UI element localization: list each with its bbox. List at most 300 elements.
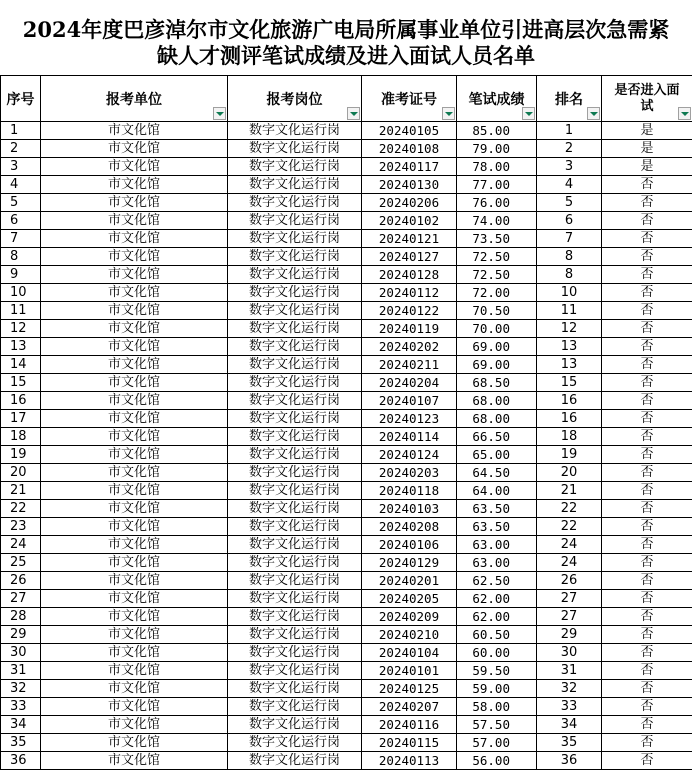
- cell-score[interactable]: 60.50: [457, 626, 537, 644]
- cell-ticket-number[interactable]: 20240127: [362, 248, 457, 266]
- cell-interview[interactable]: 否: [602, 518, 692, 536]
- cell-unit[interactable]: 市文化馆: [41, 626, 228, 644]
- cell-score[interactable]: 58.00: [457, 698, 537, 716]
- table-row: [1, 230, 692, 248]
- col-header-index: 序号: [1, 76, 41, 122]
- cell-score[interactable]: 63.50: [457, 500, 537, 518]
- cell-unit[interactable]: 市文化馆: [41, 266, 228, 284]
- cell-unit[interactable]: 市文化馆: [41, 374, 228, 392]
- cell-score[interactable]: 68.50: [457, 374, 537, 392]
- table-row: [1, 626, 692, 644]
- cell-post[interactable]: 数字文化运行岗: [228, 680, 362, 698]
- cell-score[interactable]: 63.00: [457, 554, 537, 572]
- cell-unit[interactable]: 市文化馆: [41, 176, 228, 194]
- cell-post[interactable]: 数字文化运行岗: [228, 158, 362, 176]
- cell-rank[interactable]: 31: [537, 662, 602, 680]
- cell-index[interactable]: 35: [1, 734, 41, 752]
- cell-ticket-number[interactable]: 20240102: [362, 212, 457, 230]
- cell-post[interactable]: 数字文化运行岗: [228, 212, 362, 230]
- cell-unit[interactable]: 市文化馆: [41, 230, 228, 248]
- cell-post[interactable]: 数字文化运行岗: [228, 338, 362, 356]
- cell-index[interactable]: 24: [1, 536, 41, 554]
- col-header-interview: 是否进入面试: [602, 76, 692, 122]
- table-row: [1, 302, 692, 320]
- cell-index[interactable]: 28: [1, 608, 41, 626]
- cell-score[interactable]: 69.00: [457, 356, 537, 374]
- filter-dropdown-icon[interactable]: [442, 107, 455, 120]
- cell-index[interactable]: 16: [1, 392, 41, 410]
- table-row: [1, 518, 692, 536]
- cell-post[interactable]: 数字文化运行岗: [228, 320, 362, 338]
- cell-interview[interactable]: 否: [602, 536, 692, 554]
- cell-ticket-number[interactable]: 20240118: [362, 482, 457, 500]
- cell-post[interactable]: 数字文化运行岗: [228, 410, 362, 428]
- cell-score[interactable]: 70.50: [457, 302, 537, 320]
- cell-ticket-number[interactable]: 20240123: [362, 410, 457, 428]
- cell-ticket-number[interactable]: 20240130: [362, 176, 457, 194]
- cell-unit[interactable]: 市文化馆: [41, 716, 228, 734]
- table-row: [1, 644, 692, 662]
- cell-rank[interactable]: 33: [537, 698, 602, 716]
- cell-interview[interactable]: 否: [602, 554, 692, 572]
- cell-ticket-number[interactable]: 20240101: [362, 662, 457, 680]
- cell-ticket-number[interactable]: 20240112: [362, 284, 457, 302]
- header-row: [1, 76, 692, 122]
- cell-ticket-number[interactable]: 20240210: [362, 626, 457, 644]
- cell-ticket-number[interactable]: 20240117: [362, 158, 457, 176]
- cell-ticket-number[interactable]: 20240207: [362, 698, 457, 716]
- cell-index[interactable]: 25: [1, 554, 41, 572]
- table-row: [1, 482, 692, 500]
- cell-ticket-number[interactable]: 20240107: [362, 392, 457, 410]
- cell-rank[interactable]: 22: [537, 500, 602, 518]
- cell-score[interactable]: 63.00: [457, 536, 537, 554]
- cell-index[interactable]: 11: [1, 302, 41, 320]
- table-row: [1, 698, 692, 716]
- cell-interview[interactable]: 否: [602, 698, 692, 716]
- cell-index[interactable]: 30: [1, 644, 41, 662]
- table-row: [1, 212, 692, 230]
- cell-post[interactable]: 数字文化运行岗: [228, 284, 362, 302]
- cell-score[interactable]: 64.00: [457, 482, 537, 500]
- cell-score[interactable]: 72.50: [457, 266, 537, 284]
- cell-unit[interactable]: 市文化馆: [41, 572, 228, 590]
- cell-post[interactable]: 数字文化运行岗: [228, 122, 362, 140]
- cell-rank[interactable]: 5: [537, 194, 602, 212]
- cell-rank[interactable]: 32: [537, 680, 602, 698]
- cell-interview[interactable]: 否: [602, 446, 692, 464]
- cell-ticket-number[interactable]: 20240115: [362, 734, 457, 752]
- cell-unit[interactable]: 市文化馆: [41, 428, 228, 446]
- cell-index[interactable]: 32: [1, 680, 41, 698]
- cell-rank[interactable]: 35: [537, 734, 602, 752]
- filter-dropdown-icon[interactable]: [678, 107, 691, 120]
- cell-interview[interactable]: 否: [602, 680, 692, 698]
- cell-index[interactable]: 6: [1, 212, 41, 230]
- cell-ticket-number[interactable]: 20240122: [362, 302, 457, 320]
- cell-index[interactable]: 13: [1, 338, 41, 356]
- cell-interview[interactable]: 否: [602, 248, 692, 266]
- table-row: [1, 680, 692, 698]
- cell-unit[interactable]: 市文化馆: [41, 356, 228, 374]
- cell-index[interactable]: 18: [1, 428, 41, 446]
- cell-score[interactable]: 57.50: [457, 716, 537, 734]
- table-row: [1, 140, 692, 158]
- cell-score[interactable]: 65.00: [457, 446, 537, 464]
- cell-interview[interactable]: 否: [602, 266, 692, 284]
- table-body: [1, 122, 692, 770]
- cell-interview[interactable]: 否: [602, 608, 692, 626]
- cell-index[interactable]: 1: [1, 122, 41, 140]
- cell-score[interactable]: 73.50: [457, 230, 537, 248]
- cell-post[interactable]: 数字文化运行岗: [228, 482, 362, 500]
- cell-ticket-number[interactable]: 20240106: [362, 536, 457, 554]
- cell-post[interactable]: 数字文化运行岗: [228, 266, 362, 284]
- table-row: [1, 572, 692, 590]
- cell-ticket-number[interactable]: 20240114: [362, 428, 457, 446]
- cell-rank[interactable]: 12: [537, 320, 602, 338]
- cell-rank[interactable]: 7: [537, 230, 602, 248]
- cell-score[interactable]: 57.00: [457, 734, 537, 752]
- cell-rank[interactable]: 24: [537, 536, 602, 554]
- cell-post[interactable]: 数字文化运行岗: [228, 500, 362, 518]
- cell-post[interactable]: 数字文化运行岗: [228, 356, 362, 374]
- cell-rank[interactable]: 27: [537, 608, 602, 626]
- cell-unit[interactable]: 市文化馆: [41, 158, 228, 176]
- table-row: [1, 284, 692, 302]
- cell-ticket-number[interactable]: 20240119: [362, 320, 457, 338]
- cell-ticket-number[interactable]: 20240205: [362, 590, 457, 608]
- cell-interview[interactable]: 否: [602, 284, 692, 302]
- cell-index[interactable]: 12: [1, 320, 41, 338]
- cell-rank[interactable]: 21: [537, 482, 602, 500]
- cell-rank[interactable]: 29: [537, 626, 602, 644]
- cell-unit[interactable]: 市文化馆: [41, 554, 228, 572]
- cell-index[interactable]: 17: [1, 410, 41, 428]
- cell-index[interactable]: 31: [1, 662, 41, 680]
- filter-dropdown-icon[interactable]: [587, 107, 600, 120]
- cell-interview[interactable]: 否: [602, 320, 692, 338]
- cell-ticket-number[interactable]: 20240125: [362, 680, 457, 698]
- cell-ticket-number[interactable]: 20240108: [362, 140, 457, 158]
- cell-unit[interactable]: 市文化馆: [41, 212, 228, 230]
- cell-index[interactable]: 36: [1, 752, 41, 770]
- cell-ticket-number[interactable]: 20240128: [362, 266, 457, 284]
- cell-index[interactable]: 21: [1, 482, 41, 500]
- cell-post[interactable]: 数字文化运行岗: [228, 392, 362, 410]
- cell-index[interactable]: 33: [1, 698, 41, 716]
- table-row: [1, 428, 692, 446]
- cell-index[interactable]: 15: [1, 374, 41, 392]
- cell-ticket-number[interactable]: 20240202: [362, 338, 457, 356]
- cell-rank[interactable]: 15: [537, 374, 602, 392]
- cell-unit[interactable]: 市文化馆: [41, 752, 228, 770]
- cell-rank[interactable]: 13: [537, 356, 602, 374]
- cell-ticket-number[interactable]: 20240124: [362, 446, 457, 464]
- cell-index[interactable]: 8: [1, 248, 41, 266]
- cell-unit[interactable]: 市文化馆: [41, 536, 228, 554]
- cell-rank[interactable]: 26: [537, 572, 602, 590]
- cell-unit[interactable]: 市文化馆: [41, 734, 228, 752]
- cell-post[interactable]: 数字文化运行岗: [228, 446, 362, 464]
- cell-interview[interactable]: 否: [602, 410, 692, 428]
- cell-unit[interactable]: 市文化馆: [41, 482, 228, 500]
- cell-interview[interactable]: 否: [602, 500, 692, 518]
- cell-ticket-number[interactable]: 20240208: [362, 518, 457, 536]
- cell-unit[interactable]: 市文化馆: [41, 662, 228, 680]
- table-row: [1, 536, 692, 554]
- cell-score[interactable]: 56.00: [457, 752, 537, 770]
- cell-ticket-number[interactable]: 20240211: [362, 356, 457, 374]
- cell-unit[interactable]: 市文化馆: [41, 644, 228, 662]
- cell-score[interactable]: 66.50: [457, 428, 537, 446]
- cell-rank[interactable]: 34: [537, 716, 602, 734]
- filter-dropdown-icon[interactable]: [522, 107, 535, 120]
- table-row: [1, 338, 692, 356]
- cell-interview[interactable]: 否: [602, 662, 692, 680]
- cell-post[interactable]: 数字文化运行岗: [228, 248, 362, 266]
- cell-rank[interactable]: 20: [537, 464, 602, 482]
- cell-unit[interactable]: 市文化馆: [41, 122, 228, 140]
- cell-unit[interactable]: 市文化馆: [41, 680, 228, 698]
- cell-ticket-number[interactable]: 20240201: [362, 572, 457, 590]
- cell-score[interactable]: 62.50: [457, 572, 537, 590]
- cell-ticket-number[interactable]: 20240103: [362, 500, 457, 518]
- cell-interview[interactable]: 是: [602, 140, 692, 158]
- cell-interview[interactable]: 否: [602, 176, 692, 194]
- table-row: [1, 752, 692, 770]
- cell-rank[interactable]: 13: [537, 338, 602, 356]
- cell-score[interactable]: 68.00: [457, 392, 537, 410]
- cell-score[interactable]: 59.00: [457, 680, 537, 698]
- table-row: [1, 410, 692, 428]
- cell-interview[interactable]: 否: [602, 644, 692, 662]
- cell-score[interactable]: 60.00: [457, 644, 537, 662]
- table-row: [1, 374, 692, 392]
- cell-score[interactable]: 72.50: [457, 248, 537, 266]
- cell-interview[interactable]: 否: [602, 626, 692, 644]
- results-table: [0, 75, 692, 770]
- cell-ticket-number[interactable]: 20240206: [362, 194, 457, 212]
- cell-index[interactable]: 9: [1, 266, 41, 284]
- cell-post[interactable]: 数字文化运行岗: [228, 518, 362, 536]
- cell-unit[interactable]: 市文化馆: [41, 338, 228, 356]
- cell-score[interactable]: 59.50: [457, 662, 537, 680]
- page-title-line-1: 2024年度巴彦淖尔市文化旅游广电局所属事业单位引进高层次急需紧: [0, 14, 692, 44]
- cell-post[interactable]: 数字文化运行岗: [228, 644, 362, 662]
- cell-rank[interactable]: 19: [537, 446, 602, 464]
- cell-ticket-number[interactable]: 20240105: [362, 122, 457, 140]
- cell-rank[interactable]: 3: [537, 158, 602, 176]
- table-row: [1, 590, 692, 608]
- cell-index[interactable]: 26: [1, 572, 41, 590]
- cell-score[interactable]: 76.00: [457, 194, 537, 212]
- cell-post[interactable]: 数字文化运行岗: [228, 464, 362, 482]
- cell-index[interactable]: 22: [1, 500, 41, 518]
- cell-interview[interactable]: 否: [602, 374, 692, 392]
- cell-index[interactable]: 10: [1, 284, 41, 302]
- cell-interview[interactable]: 否: [602, 428, 692, 446]
- cell-score[interactable]: 72.00: [457, 284, 537, 302]
- cell-post[interactable]: 数字文化运行岗: [228, 662, 362, 680]
- cell-post[interactable]: 数字文化运行岗: [228, 230, 362, 248]
- table-row: [1, 662, 692, 680]
- cell-interview[interactable]: 否: [602, 338, 692, 356]
- cell-unit[interactable]: 市文化馆: [41, 500, 228, 518]
- cell-post[interactable]: 数字文化运行岗: [228, 572, 362, 590]
- cell-score[interactable]: 77.00: [457, 176, 537, 194]
- table-row: [1, 608, 692, 626]
- cell-rank[interactable]: 8: [537, 248, 602, 266]
- cell-ticket-number[interactable]: 20240204: [362, 374, 457, 392]
- cell-rank[interactable]: 24: [537, 554, 602, 572]
- cell-post[interactable]: 数字文化运行岗: [228, 176, 362, 194]
- table-row: [1, 392, 692, 410]
- cell-rank[interactable]: 27: [537, 590, 602, 608]
- cell-unit[interactable]: 市文化馆: [41, 446, 228, 464]
- cell-interview[interactable]: 否: [602, 302, 692, 320]
- cell-unit[interactable]: 市文化馆: [41, 248, 228, 266]
- cell-ticket-number[interactable]: 20240116: [362, 716, 457, 734]
- table-row: [1, 320, 692, 338]
- cell-interview[interactable]: 是: [602, 122, 692, 140]
- cell-interview[interactable]: 否: [602, 590, 692, 608]
- cell-post[interactable]: 数字文化运行岗: [228, 194, 362, 212]
- cell-rank[interactable]: 30: [537, 644, 602, 662]
- table-row: [1, 248, 692, 266]
- cell-index[interactable]: 4: [1, 176, 41, 194]
- cell-rank[interactable]: 1: [537, 122, 602, 140]
- cell-rank[interactable]: 16: [537, 410, 602, 428]
- cell-interview[interactable]: 否: [602, 230, 692, 248]
- cell-unit[interactable]: 市文化馆: [41, 392, 228, 410]
- cell-unit[interactable]: 市文化馆: [41, 518, 228, 536]
- cell-unit[interactable]: 市文化馆: [41, 410, 228, 428]
- col-header-post: 报考岗位: [228, 76, 362, 122]
- cell-score[interactable]: 79.00: [457, 140, 537, 158]
- cell-post[interactable]: 数字文化运行岗: [228, 140, 362, 158]
- cell-post[interactable]: 数字文化运行岗: [228, 374, 362, 392]
- cell-interview[interactable]: 否: [602, 464, 692, 482]
- table-row: [1, 446, 692, 464]
- cell-rank[interactable]: 2: [537, 140, 602, 158]
- cell-interview[interactable]: 否: [602, 734, 692, 752]
- cell-interview[interactable]: 否: [602, 356, 692, 374]
- cell-rank[interactable]: 18: [537, 428, 602, 446]
- cell-score[interactable]: 62.00: [457, 590, 537, 608]
- table-row: [1, 158, 692, 176]
- cell-rank[interactable]: 4: [537, 176, 602, 194]
- cell-post[interactable]: 数字文化运行岗: [228, 428, 362, 446]
- cell-unit[interactable]: 市文化馆: [41, 464, 228, 482]
- cell-unit[interactable]: 市文化馆: [41, 590, 228, 608]
- cell-post[interactable]: 数字文化运行岗: [228, 716, 362, 734]
- cell-post[interactable]: 数字文化运行岗: [228, 302, 362, 320]
- page-title-line-2: 缺人才测评笔试成绩及进入面试人员名单: [0, 40, 692, 70]
- cell-rank[interactable]: 22: [537, 518, 602, 536]
- filter-dropdown-icon[interactable]: [347, 107, 360, 120]
- cell-ticket-number[interactable]: 20240209: [362, 608, 457, 626]
- cell-unit[interactable]: 市文化馆: [41, 194, 228, 212]
- cell-index[interactable]: 19: [1, 446, 41, 464]
- cell-index[interactable]: 23: [1, 518, 41, 536]
- cell-post[interactable]: 数字文化运行岗: [228, 698, 362, 716]
- cell-unit[interactable]: 市文化馆: [41, 284, 228, 302]
- cell-interview[interactable]: 否: [602, 482, 692, 500]
- cell-index[interactable]: 29: [1, 626, 41, 644]
- cell-index[interactable]: 27: [1, 590, 41, 608]
- cell-rank[interactable]: 8: [537, 266, 602, 284]
- cell-ticket-number[interactable]: 20240203: [362, 464, 457, 482]
- table-row: [1, 356, 692, 374]
- cell-interview[interactable]: 否: [602, 572, 692, 590]
- cell-score[interactable]: 69.00: [457, 338, 537, 356]
- cell-index[interactable]: 3: [1, 158, 41, 176]
- cell-ticket-number[interactable]: 20240129: [362, 554, 457, 572]
- cell-index[interactable]: 14: [1, 356, 41, 374]
- cell-post[interactable]: 数字文化运行岗: [228, 608, 362, 626]
- cell-score[interactable]: 74.00: [457, 212, 537, 230]
- cell-index[interactable]: 20: [1, 464, 41, 482]
- cell-interview[interactable]: 是: [602, 158, 692, 176]
- cell-ticket-number[interactable]: 20240113: [362, 752, 457, 770]
- table-row: [1, 716, 692, 734]
- cell-post[interactable]: 数字文化运行岗: [228, 734, 362, 752]
- cell-rank[interactable]: 16: [537, 392, 602, 410]
- cell-post[interactable]: 数字文化运行岗: [228, 626, 362, 644]
- cell-unit[interactable]: 市文化馆: [41, 320, 228, 338]
- cell-rank[interactable]: 11: [537, 302, 602, 320]
- cell-interview[interactable]: 否: [602, 716, 692, 734]
- cell-unit[interactable]: 市文化馆: [41, 302, 228, 320]
- col-header-rank: 排名: [537, 76, 602, 122]
- cell-score[interactable]: 68.00: [457, 410, 537, 428]
- cell-score[interactable]: 70.00: [457, 320, 537, 338]
- cell-index[interactable]: 7: [1, 230, 41, 248]
- filter-dropdown-icon[interactable]: [213, 107, 226, 120]
- cell-interview[interactable]: 否: [602, 392, 692, 410]
- cell-interview[interactable]: 否: [602, 194, 692, 212]
- cell-ticket-number[interactable]: 20240104: [362, 644, 457, 662]
- cell-score[interactable]: 78.00: [457, 158, 537, 176]
- cell-post[interactable]: 数字文化运行岗: [228, 752, 362, 770]
- cell-unit[interactable]: 市文化馆: [41, 608, 228, 626]
- table-row: [1, 122, 692, 140]
- cell-index[interactable]: 5: [1, 194, 41, 212]
- table-row: [1, 500, 692, 518]
- cell-score[interactable]: 63.50: [457, 518, 537, 536]
- cell-interview[interactable]: 否: [602, 212, 692, 230]
- cell-index[interactable]: 2: [1, 140, 41, 158]
- cell-rank[interactable]: 10: [537, 284, 602, 302]
- cell-interview[interactable]: 否: [602, 752, 692, 770]
- cell-unit[interactable]: 市文化馆: [41, 140, 228, 158]
- cell-score[interactable]: 62.00: [457, 608, 537, 626]
- cell-post[interactable]: 数字文化运行岗: [228, 590, 362, 608]
- cell-ticket-number[interactable]: 20240121: [362, 230, 457, 248]
- col-header-ticket: 准考证号: [362, 76, 457, 122]
- table-row: [1, 734, 692, 752]
- col-header-score: 笔试成绩: [457, 76, 537, 122]
- cell-post[interactable]: 数字文化运行岗: [228, 536, 362, 554]
- cell-score[interactable]: 64.50: [457, 464, 537, 482]
- cell-index[interactable]: 34: [1, 716, 41, 734]
- cell-unit[interactable]: 市文化馆: [41, 698, 228, 716]
- cell-rank[interactable]: 36: [537, 752, 602, 770]
- cell-post[interactable]: 数字文化运行岗: [228, 554, 362, 572]
- cell-rank[interactable]: 6: [537, 212, 602, 230]
- cell-score[interactable]: 85.00: [457, 122, 537, 140]
